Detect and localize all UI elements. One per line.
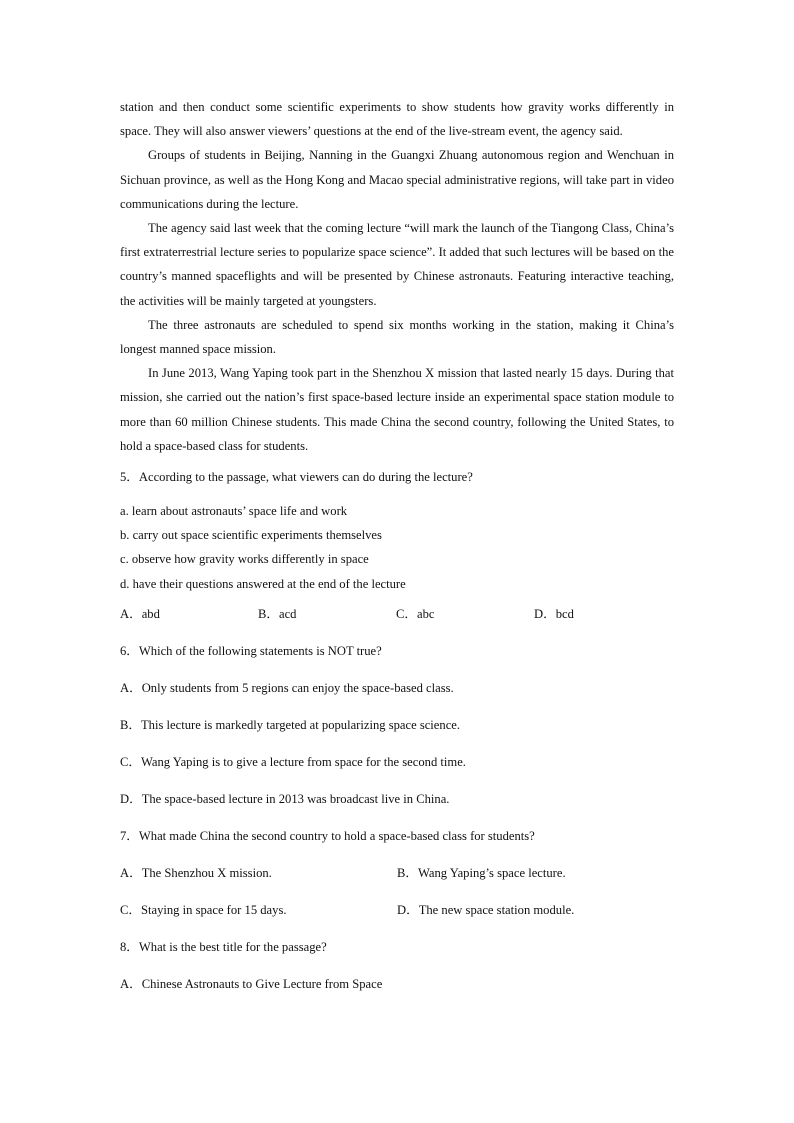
- q6-option-a: A．Only students from 5 regions can enjoy the space-based class.: [120, 680, 454, 695]
- q7-option-d: D．The new space station module.: [397, 902, 575, 917]
- statement-b: b. carry out space scientific experiments themselves: [120, 528, 382, 543]
- q5-option-a: A．abd: [120, 606, 160, 621]
- passage-paragraph-5: In June 2013, Wang Yaping took part in the Shenzhou X mission that lasted nearly 15 days. During that mission, she carried out the nation’s first space-based lecture inside an experimental space station module to more than 60 million Chinese students. This made China the second country, following the United States, to hold a space-based class for students.: [120, 366, 674, 453]
- statement-c: c. observe how gravity works differently in space: [120, 552, 369, 567]
- q5-option-b: B．acd: [258, 606, 297, 621]
- q7-option-a: A．The Shenzhou X mission.: [120, 865, 272, 880]
- q5-option-c: C．abc: [396, 606, 435, 621]
- statement-d: d. have their questions answered at the end of the lecture: [120, 576, 406, 591]
- question-5-statements: [120, 499, 674, 596]
- passage-paragraph-4: The three astronauts are scheduled to spend six months working in the station, making it China’s longest manned space mission.: [120, 317, 674, 357]
- statement-a: a. learn about astronauts’ space life and work: [120, 504, 348, 519]
- question-5-options: [120, 604, 674, 624]
- q6-option-b: B．This lecture is markedly targeted at popularizing space science.: [120, 717, 461, 732]
- question-6: 6．Which of the following statements is NOT true?: [120, 643, 382, 658]
- q7-option-b: B．Wang Yaping’s space lecture.: [397, 865, 566, 880]
- q6-option-c: C．Wang Yaping is to give a lecture from space for the second time.: [120, 754, 466, 769]
- question-8: 8．What is the best title for the passage?: [120, 939, 327, 954]
- passage-paragraph-3: The agency said last week that the coming lecture “will mark the launch of the Tiangong Class, China’s first extraterrestrial lecture series to popularize space science”. It added that such lectures will be based on the country’s manned spaceflights and will be presented by Chinese astronauts. Featuring interactive teaching, the activities will be mainly targeted at youngsters.: [120, 221, 674, 308]
- q6-option-d: D．The space-based lecture in 2013 was broadcast live in China.: [120, 791, 450, 806]
- document-page: [120, 95, 674, 1006]
- q5-option-d: D．bcd: [534, 606, 574, 621]
- passage-paragraph-1: station and then conduct some scientific experiments to show students how gravity works differently in space. They will also answer viewers’ questions at the end of the live-stream event, the agency said.: [120, 100, 674, 139]
- q8-option-a: A．Chinese Astronauts to Give Lecture from Space: [120, 976, 383, 991]
- question-7-options-row-1: [120, 863, 674, 883]
- q7-option-c: C．Staying in space for 15 days.: [120, 902, 287, 917]
- question-5: 5．According to the passage, what viewers can do during the lecture?: [120, 470, 473, 485]
- question-7: 7．What made China the second country to hold a space-based class for students?: [120, 828, 535, 843]
- question-7-options-row-2: [120, 900, 674, 920]
- passage-paragraph-2: Groups of students in Beijing, Nanning in the Guangxi Zhuang autonomous region and Wenchuan in Sichuan province, as well as the Hong Kong and Macao special administrative regions, will take part in video communications during the lecture.: [120, 148, 674, 211]
